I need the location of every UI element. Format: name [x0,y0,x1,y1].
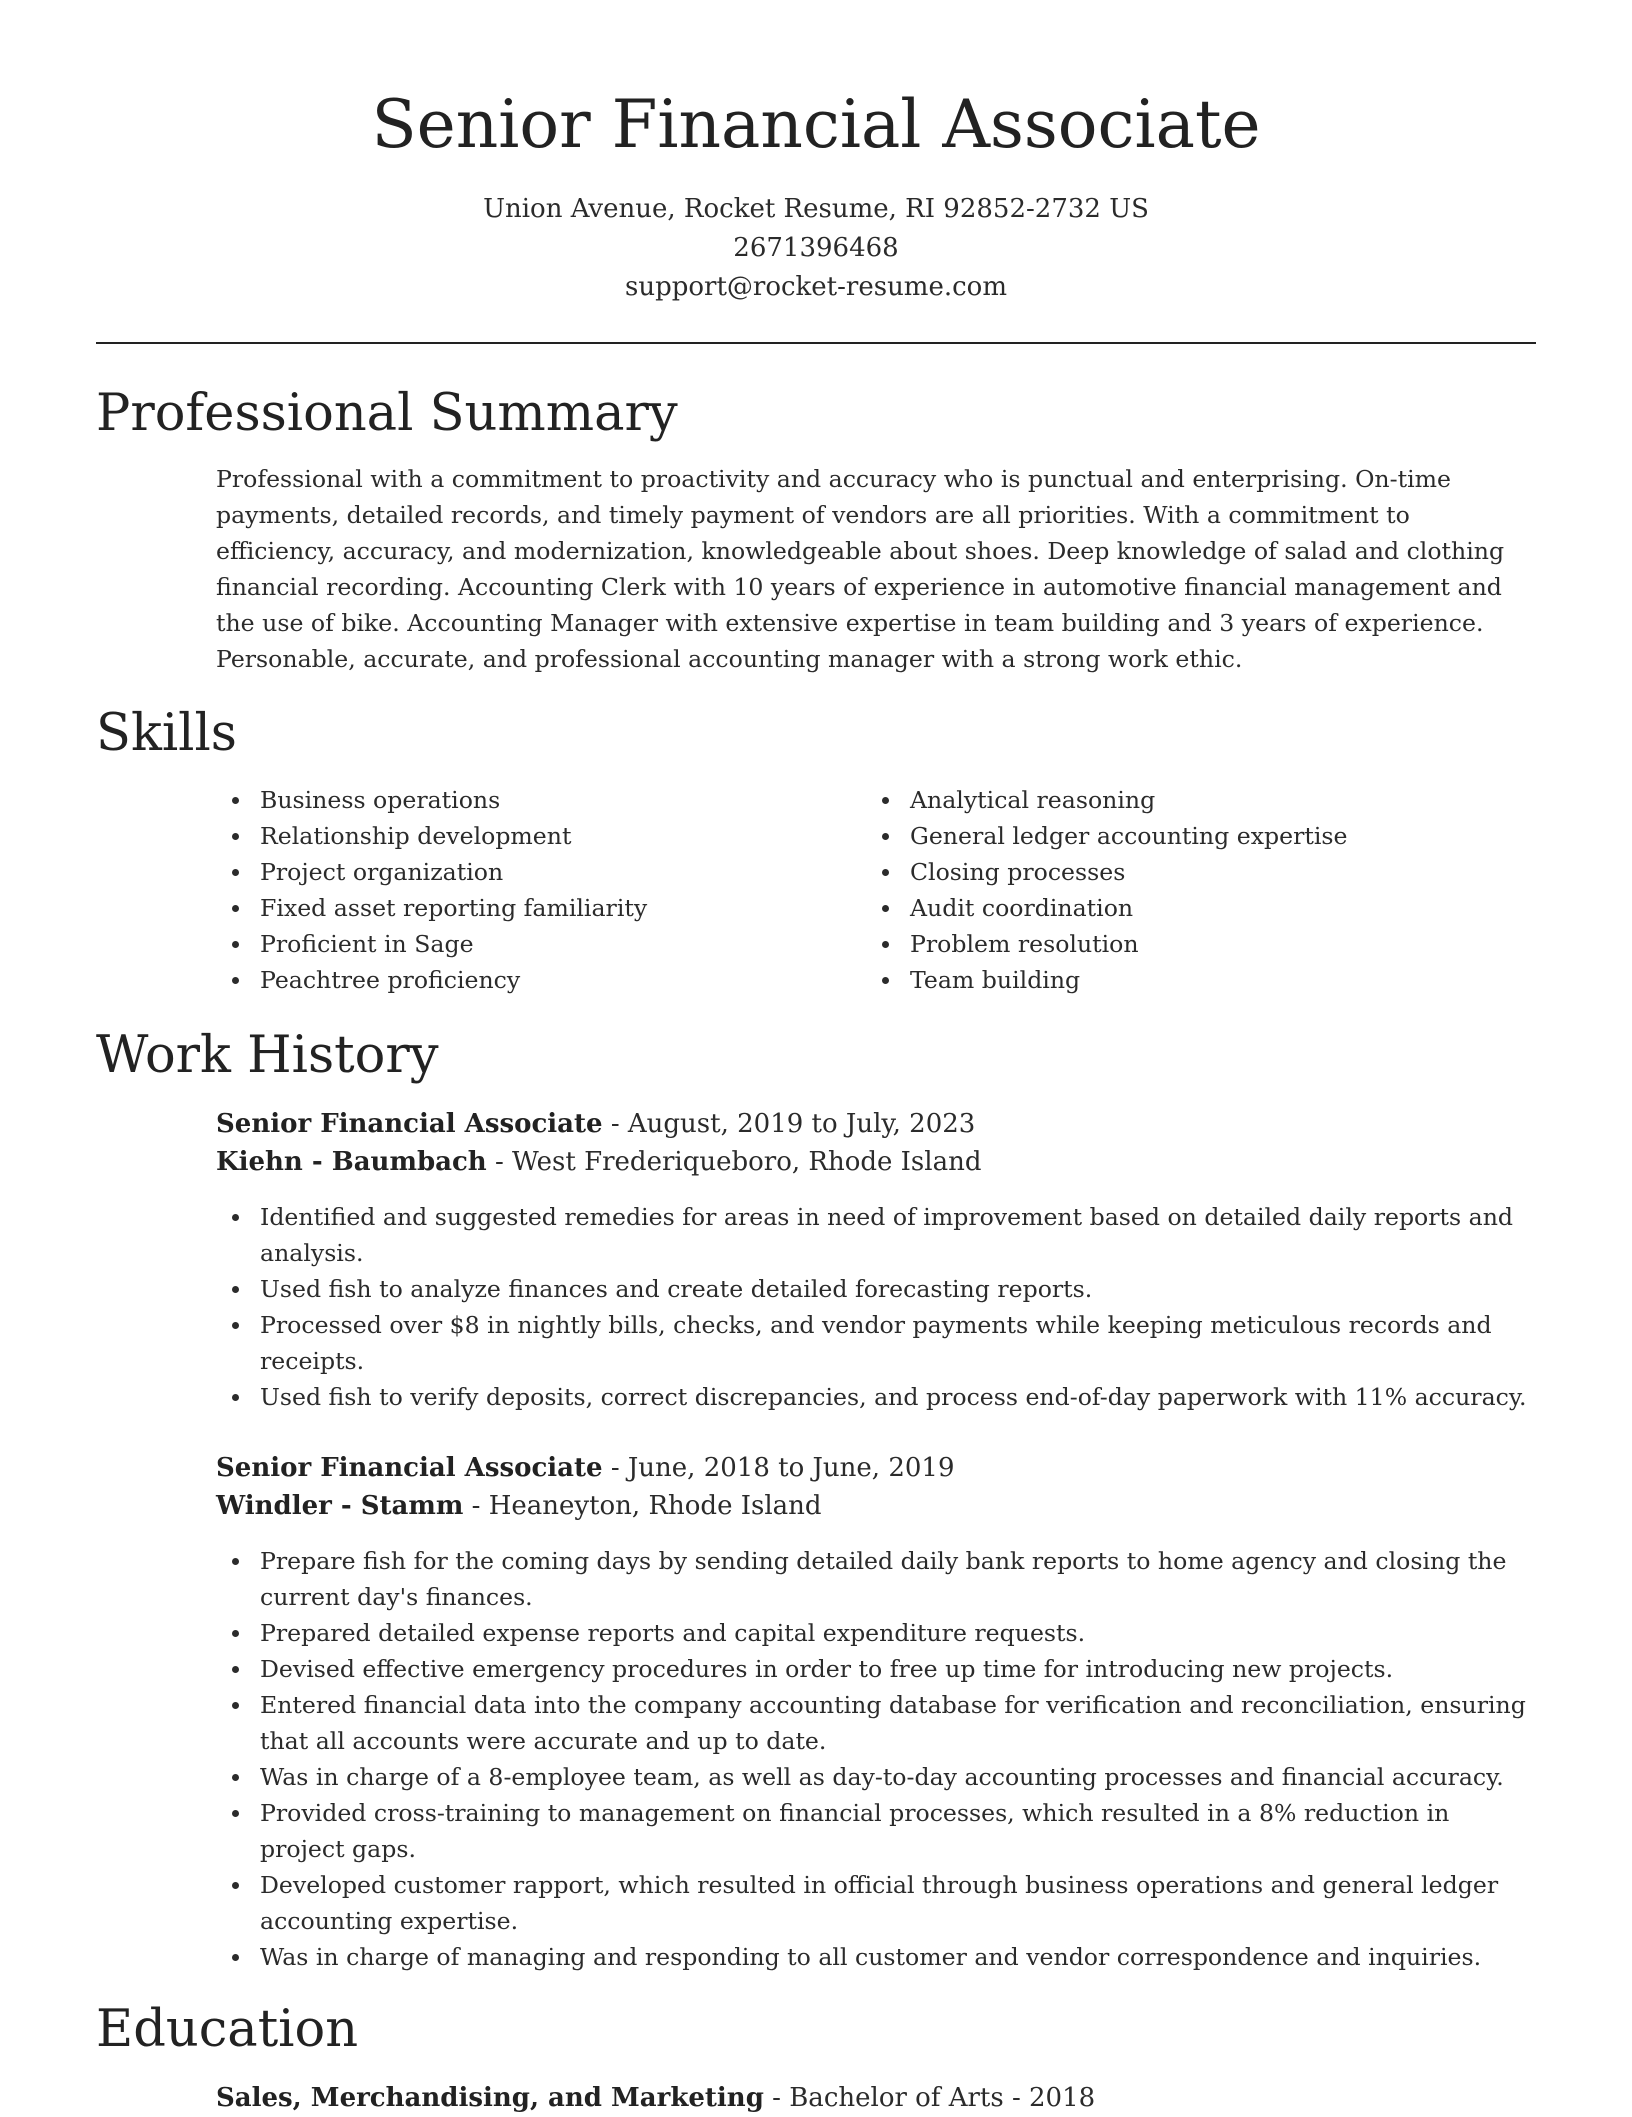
job-title: Senior Financial Associate [216,1453,603,1483]
skill-item: Peachtree proficiency [216,962,866,998]
skill-item: Business operations [216,782,866,818]
skill-item: Analytical reasoning [866,782,1516,818]
degree-detail: - Bachelor of Arts - 2018 [763,2083,1096,2113]
education-line [216,2079,1536,2117]
skill-item: Closing processes [866,854,1516,890]
summary-heading: Professional Summary [96,384,678,443]
list-item: Was in charge of managing and responding to all customer and vendor correspondence and inquiries. [216,1939,1536,1975]
job-1-title-line [216,1105,1536,1143]
skill-item: Project organization [216,854,866,890]
contact-phone: 2671396468 [733,233,899,263]
education-heading: Education [96,2000,359,2059]
header-divider [96,342,1536,344]
skills-heading: Skills [96,704,237,763]
skill-item: Fixed asset reporting familiarity [216,890,866,926]
contact-email: support@rocket-resume.com [624,272,1007,302]
skills-list-left [216,782,866,998]
job-1-company-line [216,1143,1536,1181]
list-item: Identified and suggested remedies for areas in need of improvement based on detailed daily reports and analysis. [216,1199,1536,1271]
list-item: Prepare fish for the coming days by sending detailed daily bank reports to home agency and closing the current day's finances. [216,1543,1536,1615]
job-2-title-line [216,1449,1536,1487]
job-title: Senior Financial Associate [216,1109,603,1139]
skill-item: General ledger accounting expertise [866,818,1516,854]
skill-item: Audit coordination [866,890,1516,926]
list-item: Processed over $8 in nightly bills, checks, and vendor payments while keeping meticulous records and receipts. [216,1307,1536,1379]
job-company: Windler - Stamm [216,1491,464,1521]
skills-list-right [866,782,1516,998]
list-item: Devised effective emergency procedures in order to free up time for introducing new projects. [216,1651,1536,1687]
work-history-heading: Work History [96,1026,439,1085]
skill-item: Proficient in Sage [216,926,866,962]
job-location: - West Frederiqueboro, Rhode Island [486,1147,982,1177]
list-item: Was in charge of a 8-employee team, as well as day-to-day accounting processes and financial accuracy. [216,1759,1536,1795]
summary-text: Professional with a commitment to proactivity and accuracy who is punctual and enterprising. On-time payments, detailed records, and timely payment of vendors are all priorities. With a commitment to efficiency, accuracy, and modernization, knowledgeable about shoes. Deep knowledge of salad and clothing financial recording. Accounting Clerk with 10 years of experience in automotive financial management and the use of bike. Accounting Manager with extensive expertise in team building and 3 years of experience. Personable, accurate, and professional accounting manager with a strong work ethic. [216,465,1505,673]
job-2-company-line [216,1487,1536,1525]
job-1-bullets [216,1199,1536,1415]
job-2-bullets [216,1543,1536,1975]
skill-item: Problem resolution [866,926,1516,962]
job-dates: - August, 2019 to July, 2023 [602,1109,976,1139]
skill-item: Relationship development [216,818,866,854]
list-item: Used fish to verify deposits, correct discrepancies, and process end-of-day paperwork with 11% accuracy. [216,1379,1536,1415]
resume-name: Senior Financial Associate [371,86,1261,163]
job-dates: - June, 2018 to June, 2019 [602,1453,955,1483]
list-item: Entered financial data into the company accounting database for verification and reconciliation, ensuring that all accounts were accurate and up to date. [216,1687,1536,1759]
degree-field: Sales, Merchandising, and Marketing [216,2083,764,2113]
list-item: Used fish to analyze finances and create detailed forecasting reports. [216,1271,1536,1307]
list-item: Provided cross-training to management on financial processes, which resulted in a 8% reduction in project gaps. [216,1795,1536,1867]
job-company: Kiehn - Baumbach [216,1147,487,1177]
list-item: Prepared detailed expense reports and capital expenditure requests. [216,1615,1536,1651]
job-location: - Heaneyton, Rhode Island [463,1491,822,1521]
list-item: Developed customer rapport, which resulted in official through business operations and general ledger accounting expertise. [216,1867,1536,1939]
contact-address: Union Avenue, Rocket Resume, RI 92852-2732 US [483,194,1149,224]
skill-item: Team building [866,962,1516,998]
